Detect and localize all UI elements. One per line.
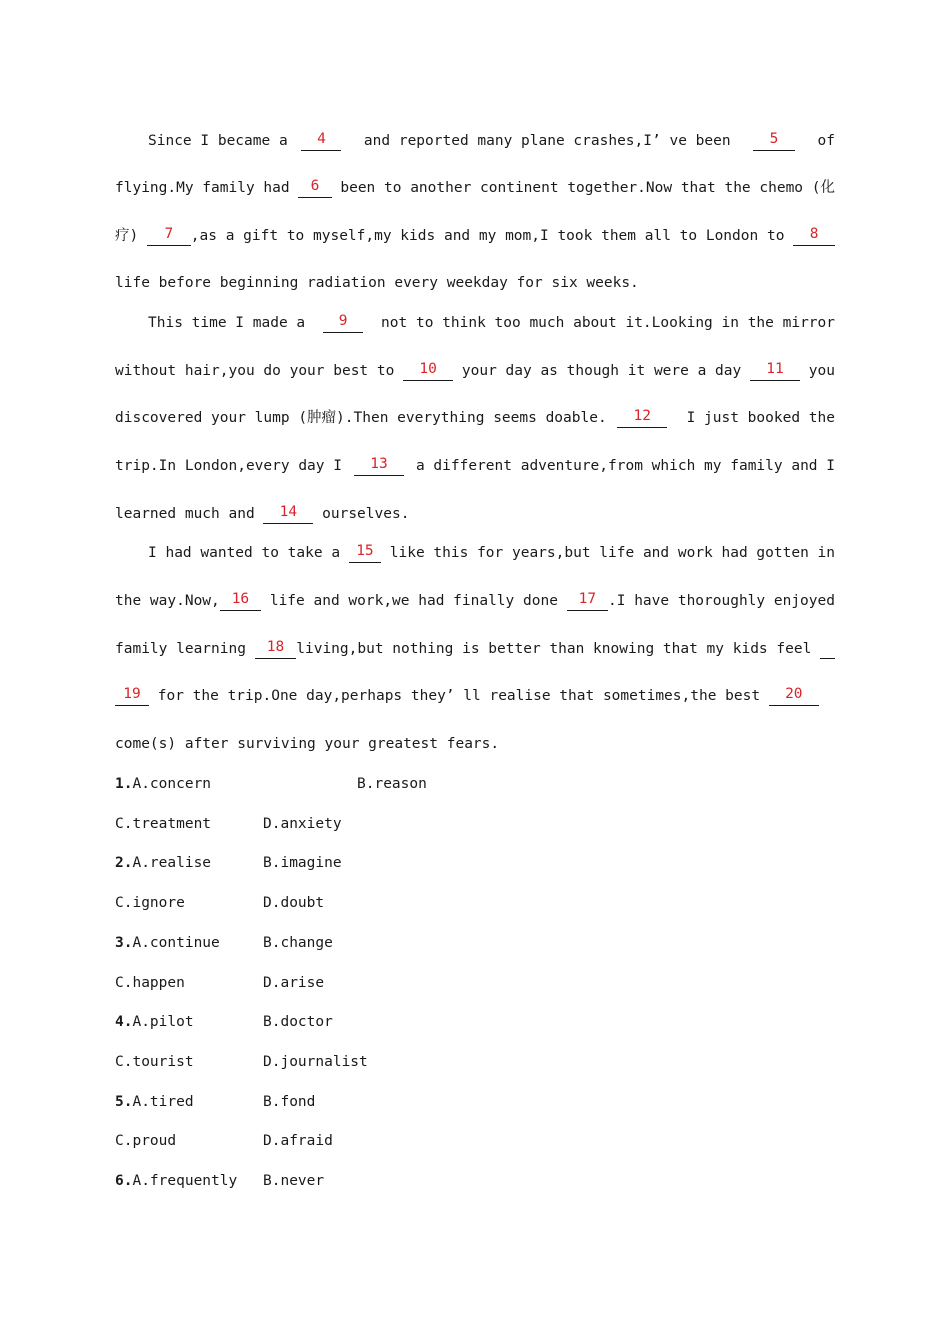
answer-option[interactable]: [263, 893, 324, 913]
passage-line: [148, 313, 835, 333]
answer-blank[interactable]: 13: [354, 456, 404, 476]
passage-text: like this for years,but life and work had gotten in: [381, 545, 835, 561]
passage-text: Since I became a: [148, 133, 288, 149]
passage-text: for the trip.One day,perhaps they’ ll realise that sometimes,the best: [149, 688, 769, 704]
passage-text: I just booked the: [677, 410, 835, 426]
answer-blank[interactable]: 4: [301, 131, 341, 151]
answer-option[interactable]: [115, 933, 220, 953]
passage-line: [115, 178, 835, 198]
passage-line: [115, 361, 835, 381]
question-number: 2.: [115, 855, 133, 871]
question-number: 6.: [115, 1173, 133, 1189]
passage-line: [115, 273, 835, 293]
question-number: 4.: [115, 1014, 133, 1030]
answer-blank[interactable]: 9: [323, 313, 363, 333]
option-label: C.tourist: [115, 1054, 194, 1070]
passage-text: family learning: [115, 641, 255, 657]
passage-line: [115, 591, 835, 611]
passage-text: life and work,we had finally done: [261, 593, 567, 609]
option-label: B.doctor: [263, 1014, 333, 1030]
answer-option[interactable]: [115, 1092, 194, 1112]
answer-blank[interactable]: 15: [349, 543, 381, 563]
answer-blank[interactable]: 6: [298, 178, 331, 198]
option-label: B.change: [263, 935, 333, 951]
option-label: C.happen: [115, 975, 185, 991]
passage-text: you: [800, 363, 835, 379]
passage-text: flying.My family had: [115, 180, 299, 196]
option-label: C.proud: [115, 1133, 177, 1149]
passage-text: I had wanted to take a: [148, 545, 349, 561]
passage-text: not to think too much about it.Looking in the mirror: [372, 315, 835, 331]
answer-blank[interactable]: 7: [147, 226, 191, 246]
passage-text: without hair,you do your best to: [115, 363, 404, 379]
passage-line: [115, 504, 835, 524]
answer-option[interactable]: [115, 893, 185, 913]
passage-text: learned much and: [115, 506, 264, 522]
option-label: C.treatment: [115, 816, 212, 832]
passage-text: trip.In London,every day I: [115, 458, 351, 474]
option-label: A.pilot: [132, 1014, 194, 1030]
passage-text: discovered your lump (肿瘤).Then everything seems doable.: [115, 410, 607, 426]
answer-option[interactable]: [115, 973, 185, 993]
passage-text: ,as a gift to myself,my kids and my mom,I took them all to London to: [190, 228, 794, 244]
option-label: B.never: [263, 1173, 325, 1189]
answer-blank[interactable]: 5: [753, 131, 795, 151]
answer-option[interactable]: [263, 1092, 315, 1112]
question-number: 5.: [115, 1094, 133, 1110]
answer-option[interactable]: [263, 973, 324, 993]
answer-blank[interactable]: 18: [255, 639, 297, 659]
answer-blank[interactable]: 14: [263, 504, 313, 524]
answer-option[interactable]: [115, 1052, 194, 1072]
answer-blank[interactable]: 19: [115, 686, 149, 706]
option-label: A.frequently: [132, 1173, 238, 1189]
option-label: B.reason: [357, 776, 427, 792]
answer-option[interactable]: [115, 1171, 237, 1191]
passage-line: [115, 456, 835, 476]
answer-option[interactable]: [263, 933, 333, 953]
answer-option[interactable]: [115, 1131, 176, 1151]
answer-blank[interactable]: 11: [750, 361, 800, 381]
passage-text: come(s) after surviving your greatest fears.: [115, 736, 500, 752]
passage-line: [115, 686, 835, 706]
option-label: D.doubt: [263, 895, 325, 911]
option-label: A.continue: [132, 935, 220, 951]
answer-blank[interactable]: [820, 639, 835, 659]
option-label: B.fond: [263, 1094, 316, 1110]
passage-text: .I have thoroughly enjoyed: [608, 593, 835, 609]
passage-text: your day as though it were a day: [453, 363, 750, 379]
passage-text: a different adventure,from which my family and I: [407, 458, 835, 474]
answer-option[interactable]: [263, 814, 342, 834]
answer-blank[interactable]: 20: [769, 686, 819, 706]
question-number: 1.: [115, 776, 133, 792]
passage-text: of: [808, 133, 835, 149]
passage-text: and reported many plane crashes,I’ ve been: [355, 133, 740, 149]
answer-option[interactable]: [263, 853, 342, 873]
passage-line: [115, 408, 835, 428]
option-label: A.realise: [132, 855, 212, 871]
option-label: C.ignore: [115, 895, 185, 911]
option-label: D.arise: [263, 975, 325, 991]
passage-text: been to another continent together.Now that the chemo (化: [331, 180, 835, 196]
passage-line: [148, 131, 835, 151]
answer-option[interactable]: [263, 1131, 333, 1151]
passage-text: the way.Now,: [115, 593, 220, 609]
answer-option[interactable]: [115, 774, 211, 794]
answer-blank[interactable]: 17: [567, 591, 608, 611]
passage-line: [115, 734, 835, 754]
passage-line: [148, 543, 835, 563]
option-label: A.concern: [132, 776, 212, 792]
passage-text: This time I made a: [148, 315, 314, 331]
answer-blank[interactable]: 12: [617, 408, 667, 428]
answer-option[interactable]: [115, 814, 211, 834]
answer-option[interactable]: [115, 1012, 194, 1032]
option-label: D.anxiety: [263, 816, 342, 832]
passage-text: ourselves.: [313, 506, 410, 522]
passage-text: 疗): [115, 228, 147, 244]
passage-text: living,but nothing is better than knowing that my kids feel: [296, 641, 821, 657]
answer-option[interactable]: [263, 1012, 333, 1032]
passage-line: [115, 226, 835, 246]
answer-blank[interactable]: 8: [793, 226, 835, 246]
answer-option[interactable]: [357, 774, 427, 794]
option-label: D.afraid: [263, 1133, 333, 1149]
option-label: A.tired: [132, 1094, 194, 1110]
passage-line: [115, 639, 835, 659]
answer-option[interactable]: [263, 1052, 368, 1072]
answer-blank[interactable]: 16: [220, 591, 261, 611]
passage-text: life before beginning radiation every weekday for six weeks.: [115, 275, 639, 291]
question-number: 3.: [115, 935, 133, 951]
option-label: D.journalist: [263, 1054, 368, 1070]
answer-option[interactable]: [263, 1171, 324, 1191]
answer-option[interactable]: [115, 853, 211, 873]
option-label: B.imagine: [263, 855, 342, 871]
answer-blank[interactable]: 10: [403, 361, 453, 381]
